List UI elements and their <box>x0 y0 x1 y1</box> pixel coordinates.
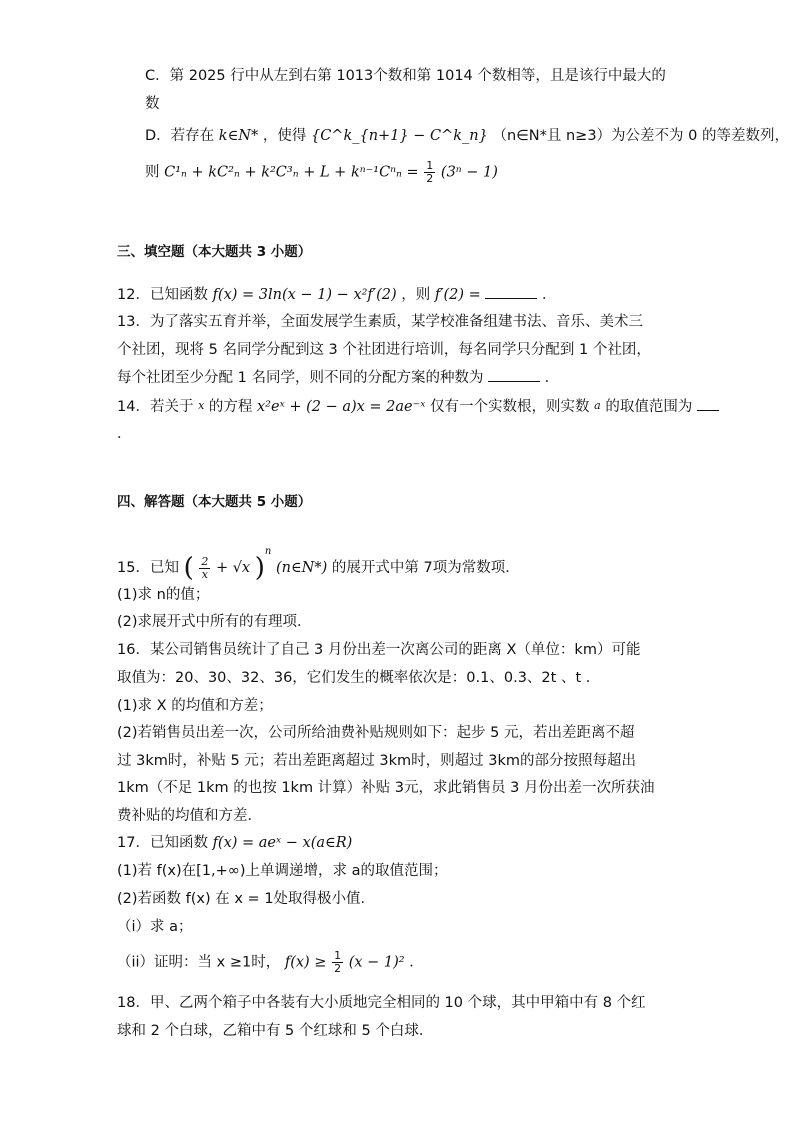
choice-d-line1 <box>145 126 789 146</box>
choice-d-then: 则 <box>145 164 160 181</box>
q12-mid: ，则 <box>401 287 431 303</box>
q18-line1: 18．甲、乙两个箱子中各装有大小质地完全相同的 10 个球，其中甲箱中有 8 个红 <box>117 995 646 1011</box>
q12-formula: f(x) = 3ln(x − 1) − x²f′(2) <box>212 287 397 303</box>
q17-ii-fraction <box>332 950 343 975</box>
q13-line3-prefix: 每个社团至少分配 1 名同学，则不同的分配方案的种数为 <box>117 370 484 386</box>
q16-part2-line3: 1km（不足 1km 的也按 1km 计算）补贴 3元，求此销售员 3 月份出差一次所获油 <box>117 780 655 796</box>
choice-d-formula-left: C¹ₙ + kC²ₙ + k²C³ₙ + L + kⁿ⁻¹Cⁿₙ = <box>164 164 419 181</box>
q12-prefix: 12．已知函数 <box>117 287 208 303</box>
q12-answer-blank[interactable] <box>485 284 537 299</box>
q17-ii-formula-right: (x − 1)² <box>348 954 405 971</box>
q15-part1: (1)求 n的值； <box>117 587 210 603</box>
q14-x: x <box>198 399 205 412</box>
q15-sqrt-term: + √x <box>215 560 251 576</box>
choice-d-condition: （n∈N*且 n≥3）为公差不为 0 的等差数列， <box>492 128 790 144</box>
q12-end: ． <box>542 287 557 303</box>
q13-line1: 13．为了落实五育并举，全面发展学生素质，某学校准备组建书法、音乐、美术三 <box>117 314 643 330</box>
q17-ii-formula-left: f(x) ≥ <box>284 954 327 971</box>
choice-d-fraction <box>424 160 435 185</box>
q16-part2-line1: (2)若销售员出差一次，公司所给油费补贴规则如下：起步 5 元，若出差距离不超 <box>117 725 635 741</box>
question-14 <box>117 396 719 417</box>
q16-part2-line2: 过 3km时，补贴 5 元；若出差距离超过 3km时，则超过 3km的部分按照每超出 <box>117 753 637 769</box>
left-paren: ( <box>183 553 194 583</box>
q13-line2: 个社团，现将 5 名同学分配到这 3 个社团进行培训，每名同学只分配到 1 个社团， <box>117 342 651 358</box>
q14-equation: x²eˣ + (2 − a)x = 2ae⁻ˣ <box>257 399 426 415</box>
q14-mid: 的方程 <box>208 399 253 415</box>
fraction-numerator: 1 <box>334 949 342 962</box>
q15-part2: (2)求展开式中所有的有理项． <box>117 614 312 630</box>
q13-line3 <box>117 367 559 388</box>
q17-part2-ii <box>117 950 424 975</box>
q17-part2: (2)若函数 f(x) 在 x = 1处取得极小值． <box>117 891 376 907</box>
q16-part2-line4: 费补贴的均值和方差． <box>117 808 262 824</box>
choice-c-line1: C．第 2025 行中从左到右第 1013个数和第 1014 个数相等，且是该行中最大的 <box>145 68 666 84</box>
q14-prefix: 14．若关于 <box>117 399 194 415</box>
choice-d-formula-right: (3ⁿ − 1) <box>440 164 498 181</box>
question-17 <box>117 833 352 853</box>
q13-answer-blank[interactable] <box>488 367 540 382</box>
q16-part1: (1)求 X 的均值和方差； <box>117 698 273 714</box>
question-12 <box>117 284 557 305</box>
q15-fraction <box>199 556 210 581</box>
section4-heading: 四、解答题（本大题共 5 小题） <box>117 494 312 510</box>
choice-d-sequence: {C^k_{n+1} − C^k_n} <box>310 128 488 144</box>
q16-line2: 取值为：20、30、32、36，它们发生的概率依次是：0.1、0.3、2t 、t ． <box>117 670 601 686</box>
q17-ii-prefix: （ii）证明：当 x ≥1时， <box>117 954 281 971</box>
q17-formula: f(x) = aeˣ − x(a∈R) <box>212 835 353 851</box>
q14-a: a <box>594 399 601 412</box>
q17-prefix: 17．已知函数 <box>117 835 208 851</box>
q14-end: 的取值范围为 <box>605 399 693 415</box>
fraction-denominator: 2 <box>334 962 342 975</box>
q14-answer-blank[interactable] <box>697 396 719 411</box>
choice-d-prefix: D．若存在 <box>145 128 215 144</box>
q17-part2-i: （i）求 a； <box>117 919 193 935</box>
q14-line2: ． <box>117 426 132 442</box>
q15-end: 的展开式中第 7项为常数项． <box>331 560 520 576</box>
q15-power: n <box>264 546 272 557</box>
right-paren: ) <box>254 553 265 583</box>
q13-end: ． <box>544 370 560 386</box>
q14-mid2: 仅有一个实数根，则实数 <box>430 399 590 415</box>
section3-heading: 三、填空题（本大题共 3 小题） <box>117 244 312 260</box>
q16-line1: 16．某公司销售员统计了自己 3 月份出差一次离公司的距离 X（单位：km）可能 <box>117 642 641 658</box>
fraction-denominator: x <box>201 567 208 581</box>
q15-prefix: 15．已知 <box>117 560 179 576</box>
choice-d-line2 <box>145 160 498 185</box>
fraction-numerator: 1 <box>426 159 434 172</box>
fraction-denominator: 2 <box>426 172 434 185</box>
fraction-numerator: 2 <box>201 554 209 568</box>
q12-ask: f′(2) = <box>434 287 481 303</box>
choice-d-k: k∈N* <box>218 128 259 144</box>
choice-c-line2: 数 <box>145 96 160 112</box>
question-15 <box>117 542 520 581</box>
choice-d-mid: ，使得 <box>262 128 307 144</box>
q17-ii-end: ． <box>409 954 424 971</box>
q18-line2: 球和 2 个白球，乙箱中有 5 个红球和 5 个白球． <box>117 1023 434 1039</box>
q17-part1: (1)若 f(x)在[1,+∞)上单调递增，求 a的取值范围； <box>117 863 448 879</box>
q15-condition: (n∈N*) <box>275 560 328 576</box>
